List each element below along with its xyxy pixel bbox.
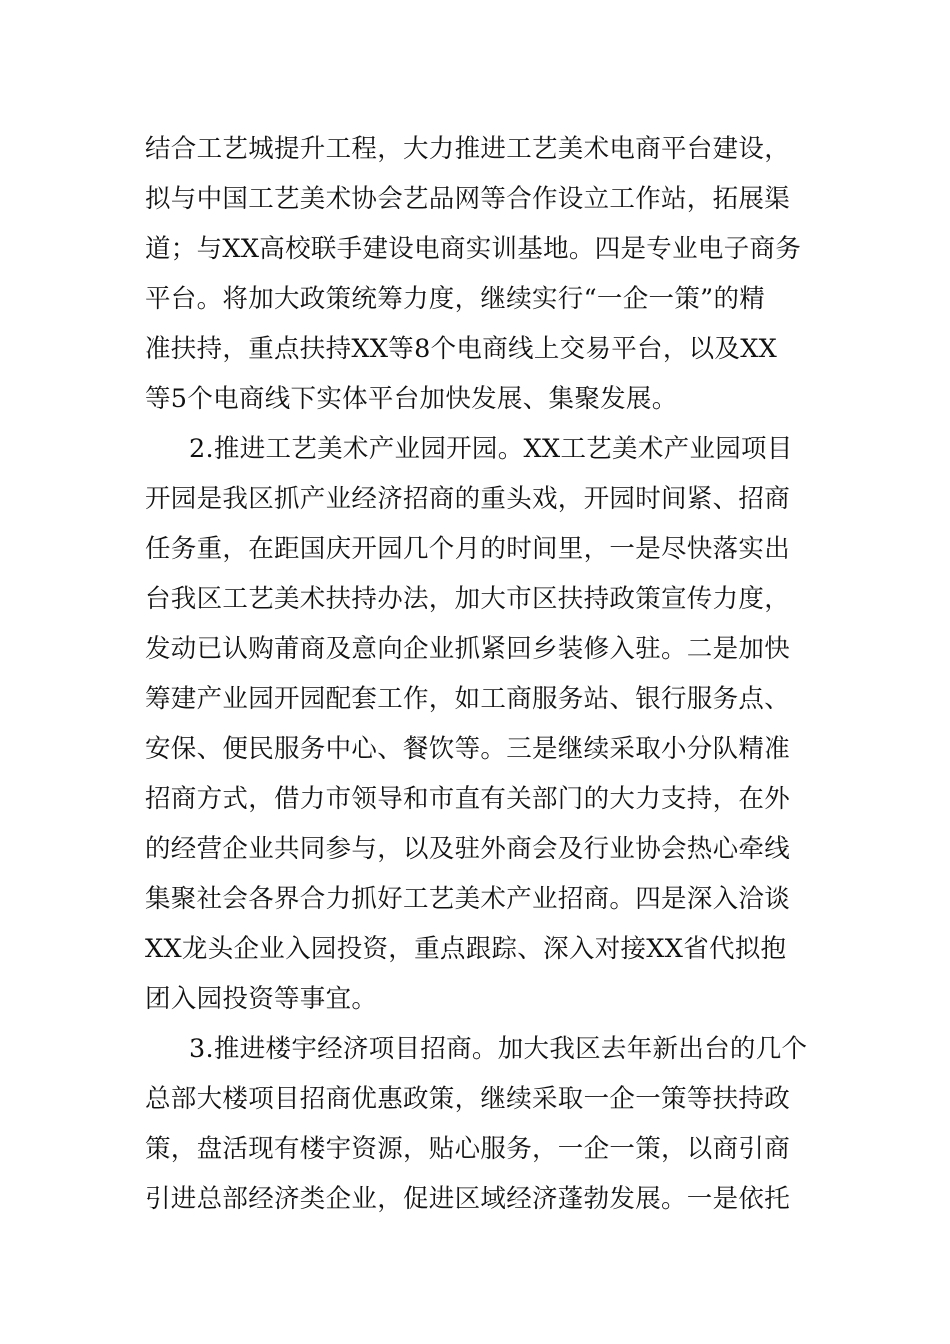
text-line: 道；与XX高校联手建设电商实训基地。四是专业电子商务 xyxy=(145,234,802,264)
paragraph-building-economy xyxy=(145,1024,815,1224)
text-line: 平台。将加大政策统筹力度，继续实行“一企一策”的精 xyxy=(145,284,766,314)
text-line: 策，盘活现有楼宇资源，贴心服务，一企一策，以商引商 xyxy=(145,1134,791,1164)
text-line: 任务重，在距国庆开园几个月的时间里，一是尽快落实出 xyxy=(145,534,791,564)
text-line: 发动已认购莆商及意向企业抓紧回乡装修入驻。二是加快 xyxy=(145,634,791,664)
text-line: 筹建产业园开园配套工作，如工商服务站、银行服务点、 xyxy=(145,684,791,714)
text-line: 安保、便民服务中心、餐饮等。三是继续采取小分队精准 xyxy=(145,734,791,764)
text-line: 台我区工艺美术扶持办法，加大市区扶持政策宣传力度， xyxy=(145,584,791,614)
text-line: 等5个电商线下实体平台加快发展、集聚发展。 xyxy=(145,384,678,414)
text-line: 拟与中国工艺美术协会艺品网等合作设立工作站，拓展渠 xyxy=(145,184,791,214)
text-line: 总部大楼项目招商优惠政策，继续采取一企一策等扶持政 xyxy=(145,1084,791,1114)
document-body xyxy=(145,124,815,1224)
text-line: 引进总部经济类企业，促进区域经济蓬勃发展。一是依托 xyxy=(145,1184,791,1214)
text-line: 的经营企业共同参与，以及驻外商会及行业协会热心牵线 xyxy=(145,834,791,864)
text-line: 团入园投资等事宜。 xyxy=(145,984,378,1014)
text-line: XX龙头企业入园投资，重点跟踪、深入对接XX省代拟抱 xyxy=(145,934,787,964)
text-line: 结合工艺城提升工程，大力推进工艺美术电商平台建设， xyxy=(145,134,791,164)
text-line: 开园是我区抓产业经济招商的重头戏，开园时间紧、招商 xyxy=(145,484,791,514)
text-line: 2.推进工艺美术产业园开园。XX工艺美术产业园项目 xyxy=(189,434,793,464)
text-line: 3.推进楼宇经济项目招商。加大我区去年新出台的几个 xyxy=(189,1034,808,1064)
paragraph-industrial-park xyxy=(145,424,815,1024)
paragraph-ecommerce-platforms xyxy=(145,124,815,424)
text-line: 招商方式，借力市领导和市直有关部门的大力支持，在外 xyxy=(145,784,791,814)
text-line: 准扶持，重点扶持XX等8个电商线上交易平台，以及XX xyxy=(145,334,778,364)
text-line: 集聚社会各界合力抓好工艺美术产业招商。四是深入洽谈 xyxy=(145,884,791,914)
